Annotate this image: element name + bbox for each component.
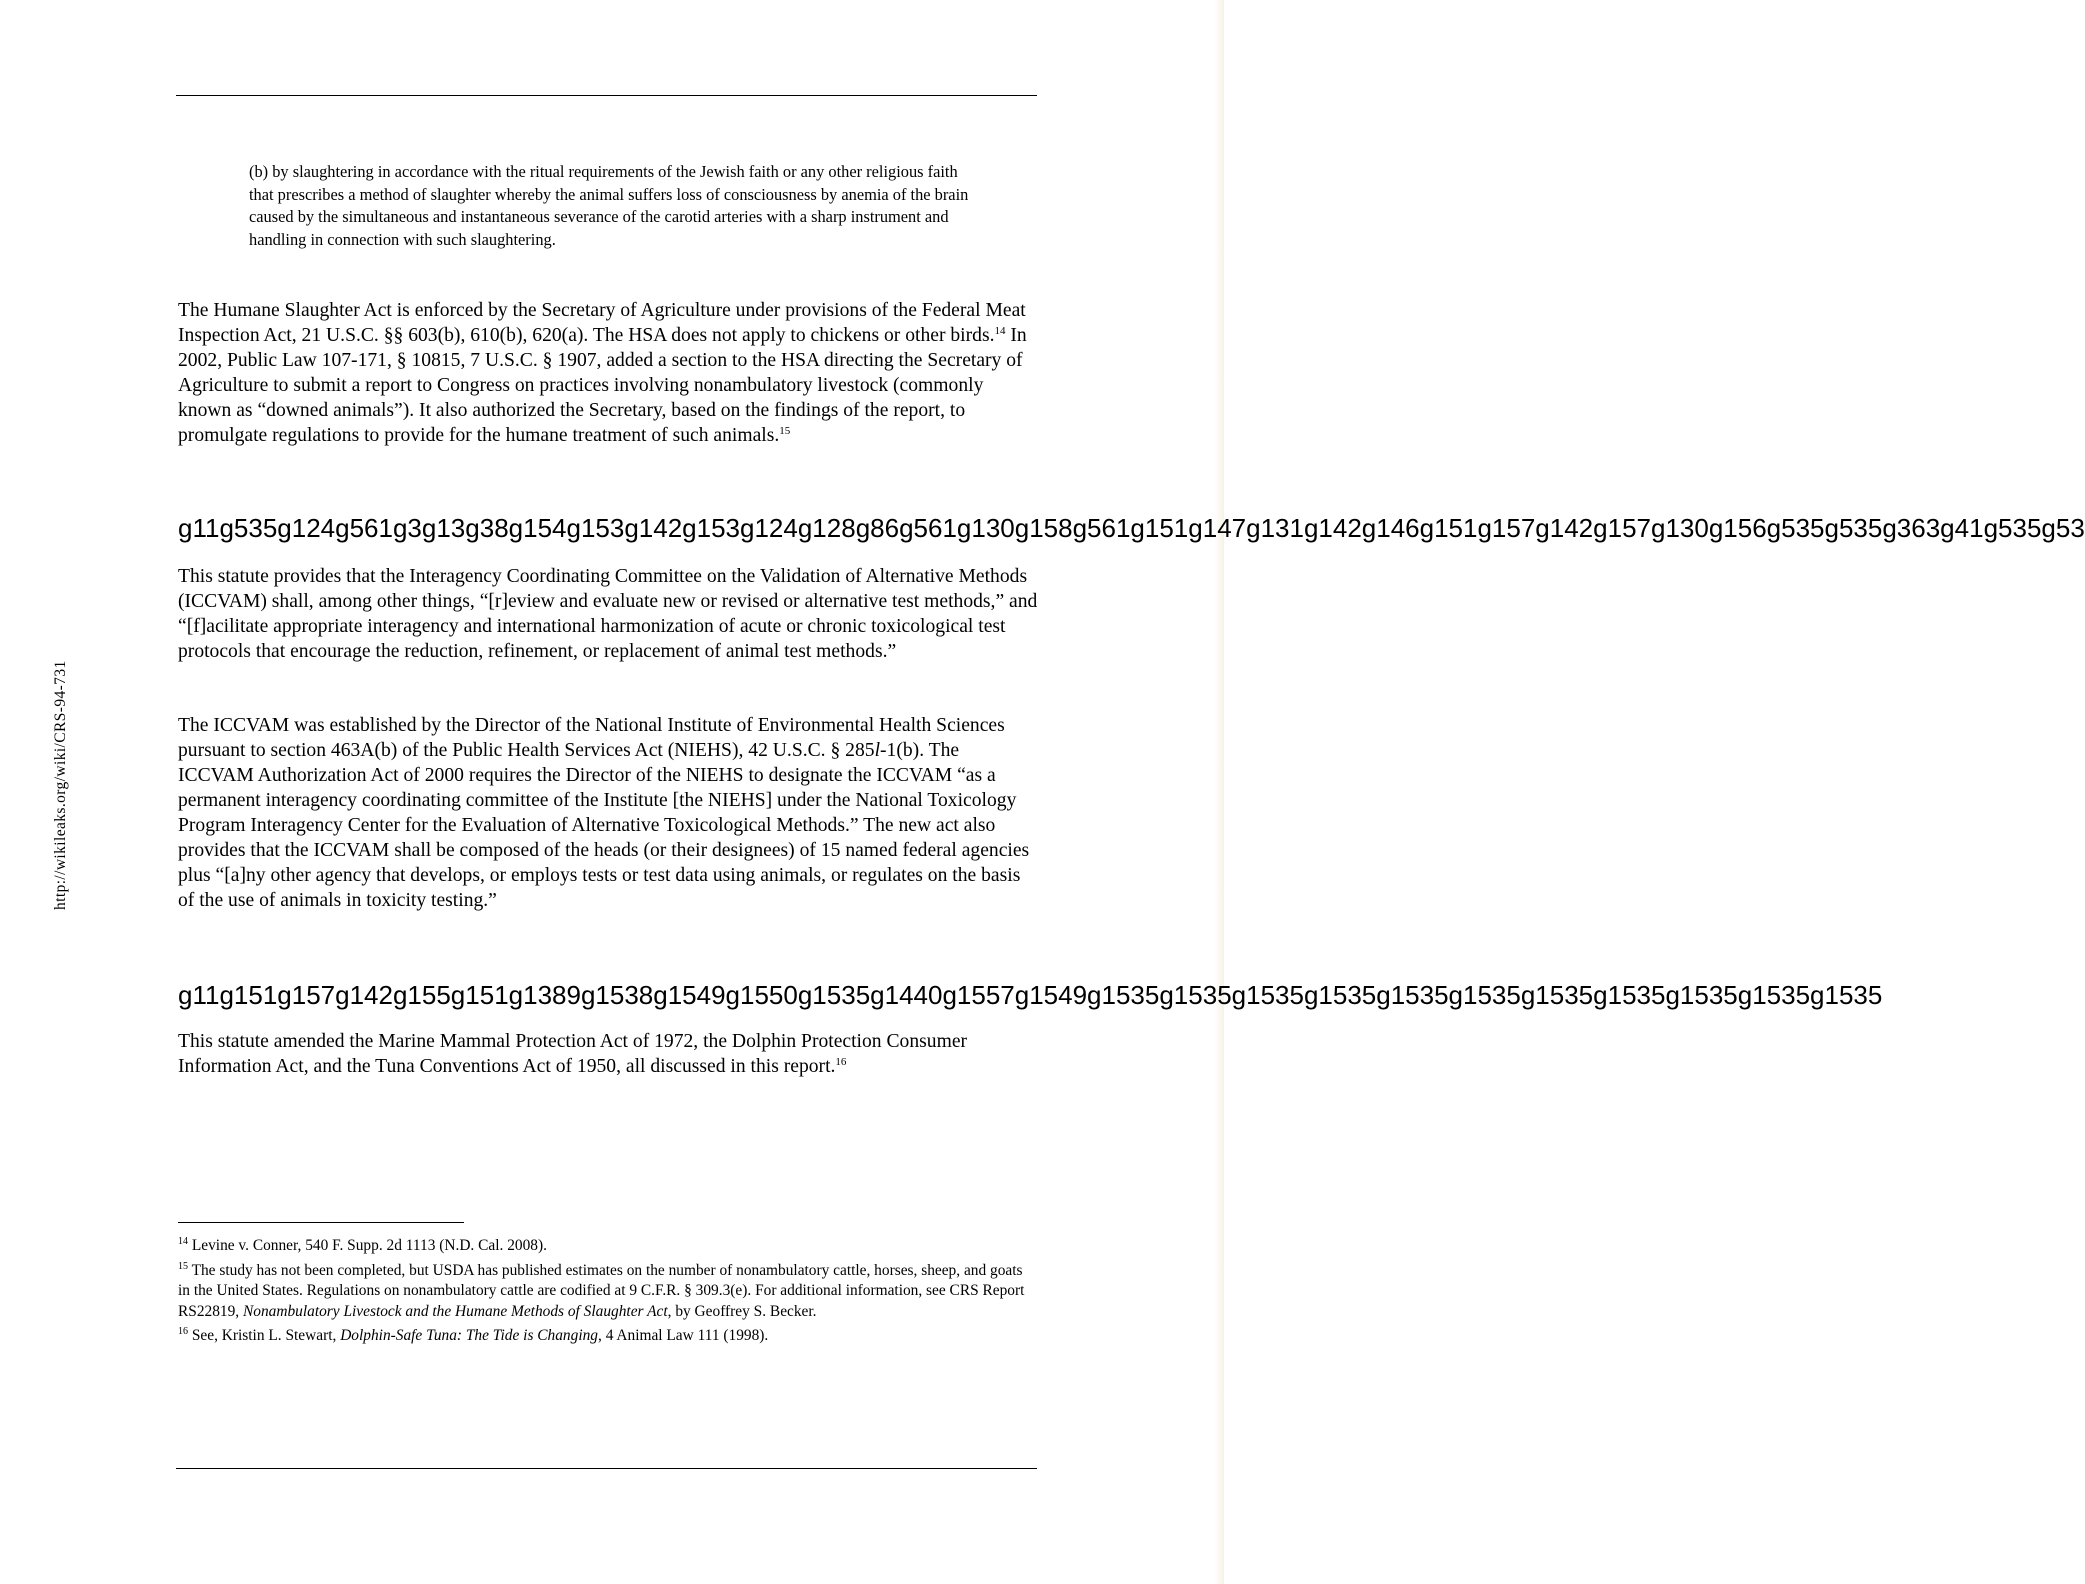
paragraph-iccvam-established (178, 713, 1038, 913)
italic-l: l (874, 740, 881, 761)
report-title: Nonambulatory Livestock and the Humane Methods of Slaughter Act (243, 1302, 668, 1320)
footnote-text: Levine v. Conner, 540 F. Supp. 2d 1113 (N.D. Cal. 2008). (191, 1237, 547, 1254)
paragraph-marine-mammal (178, 1029, 1038, 1079)
text-span: In 2002, Public Law 107-171, § 10815, 7 U.S.C. § 1907, added a section to the HSA directing the Secretary of Agriculture to submit a report to Congress on practices involving nonambulatory livestock (commonly known as “downed animals”). It also authorized the Secretary, based on the findings of the report, to promulgate regulations to provide for the humane treatment of such animals. (178, 325, 1027, 446)
footnote-separator (178, 1222, 464, 1223)
section-heading-garbled-2: g11g151g157g142g155g151g1389g1538g1549g1550g1535g1440g1557g1549g1535g1535g1535g1535g1535g1535g1535g1535g1535g1535g1535 (178, 980, 1883, 1010)
quote-text: (b) by slaughtering in accordance with the ritual requirements of the Jewish faith or any other religious faith that prescribes a method of slaughter whereby the animal suffers loss of consciousness by anemia of the brain caused by the simultaneous and instantaneous severance of the carotid arteries with a sharp instrument and handling in connection with such slaughtering. (249, 162, 969, 250)
footnote-16 (178, 1326, 1038, 1347)
text-span: The Humane Slaughter Act is enforced by the Secretary of Agriculture under provisions of the Federal Meat Inspection Act, 21 U.S.C. §§ 603(b), 610(b), 620(a). The HSA does not apply to chickens or other birds. (178, 300, 1026, 346)
paragraph-text (178, 1029, 1038, 1079)
text-span: The ICCVAM was established by the Director of the National Institute of Environmental Health Sciences pursuant to section 463A(b) of the Public Health Services Act (NIEHS), 42 U.S.C. § 285 (178, 715, 1005, 761)
footnote-15 (178, 1261, 1038, 1323)
side-watermark-url: http://wikileaks.org/wiki/CRS-94-731 (52, 660, 69, 910)
statute-quote (249, 161, 969, 252)
paragraph-iccvam-statute (178, 564, 1038, 664)
footnote-ref-15[interactable]: 15 (779, 425, 791, 437)
footnote-number: 14 (178, 1236, 188, 1247)
paragraph-hsa (178, 298, 1038, 448)
page-edge (1214, 0, 1224, 1584)
footnote-text: , by Geoffrey S. Becker. (667, 1302, 817, 1320)
footnote-ref-14[interactable]: 14 (994, 325, 1006, 337)
footnote-text: , 4 Animal Law 111 (1998). (598, 1327, 769, 1345)
footnote-number: 16 (178, 1326, 188, 1338)
footnotes (178, 1236, 1038, 1351)
text-span: -1(b). The ICCVAM Authorization Act of 2000 requires the Director of the NIEHS to designate the ICCVAM “as a permanent interagency coordinating committee of the Institute [the NIEHS] under the National Toxicology Program Interagency Center for the Evaluation of Alternative Toxicological Methods.” The new act also provides that the ICCVAM shall be composed of the heads (or their designees) of 15 named federal agencies plus “[a]ny other agency that develops, or employs tests or test data using animals, or regulates on the basis of the use of animals in toxicity testing.” (178, 740, 1030, 911)
paragraph-hsa-text (178, 298, 1038, 448)
footnote-text: The study has not been completed, but USDA has published estimates on the number of nonambulatory cattle, horses, sheep, and goats in the United States. Regulations on nonambulatory cattle are codified at 9 C.F.R. § 309.3(e). For additional information, see CRS Report RS22819, (178, 1261, 1025, 1320)
footnote-number: 15 (178, 1260, 188, 1272)
paragraph-text: This statute provides that the Interagency Coordinating Committee on the Validation of Alternative Methods (ICCVAM) shall, among other things, “[r]eview and evaluate new or revised or alternative test methods,” and “[f]acilitate appropriate interagency and international harmonization of acute or chronic toxicological test protocols that encourage the reduction, refinement, or replacement of animal test methods.” (178, 566, 1038, 662)
section-heading-garbled-1: g11g535g124g561g3g13g38g154g153g142g153g124g128g86g561g130g158g561g151g147g131g142g146g151g157g142g157g130g156g535g535g363g41g535g53 (178, 513, 2085, 543)
paragraph-text (178, 713, 1038, 913)
header-rule (176, 95, 1037, 96)
footnote-ref-16[interactable]: 16 (835, 1056, 847, 1068)
footnote-14 (178, 1236, 1038, 1257)
text-span: This statute amended the Marine Mammal Protection Act of 1972, the Dolphin Protection Consumer Information Act, and the Tuna Conventions Act of 1950, all discussed in this report. (178, 1031, 968, 1077)
footer-rule (176, 1468, 1037, 1469)
footnote-text: See, Kristin L. Stewart, (191, 1327, 341, 1345)
article-title: Dolphin-Safe Tuna: The Tide is Changing (340, 1327, 598, 1345)
